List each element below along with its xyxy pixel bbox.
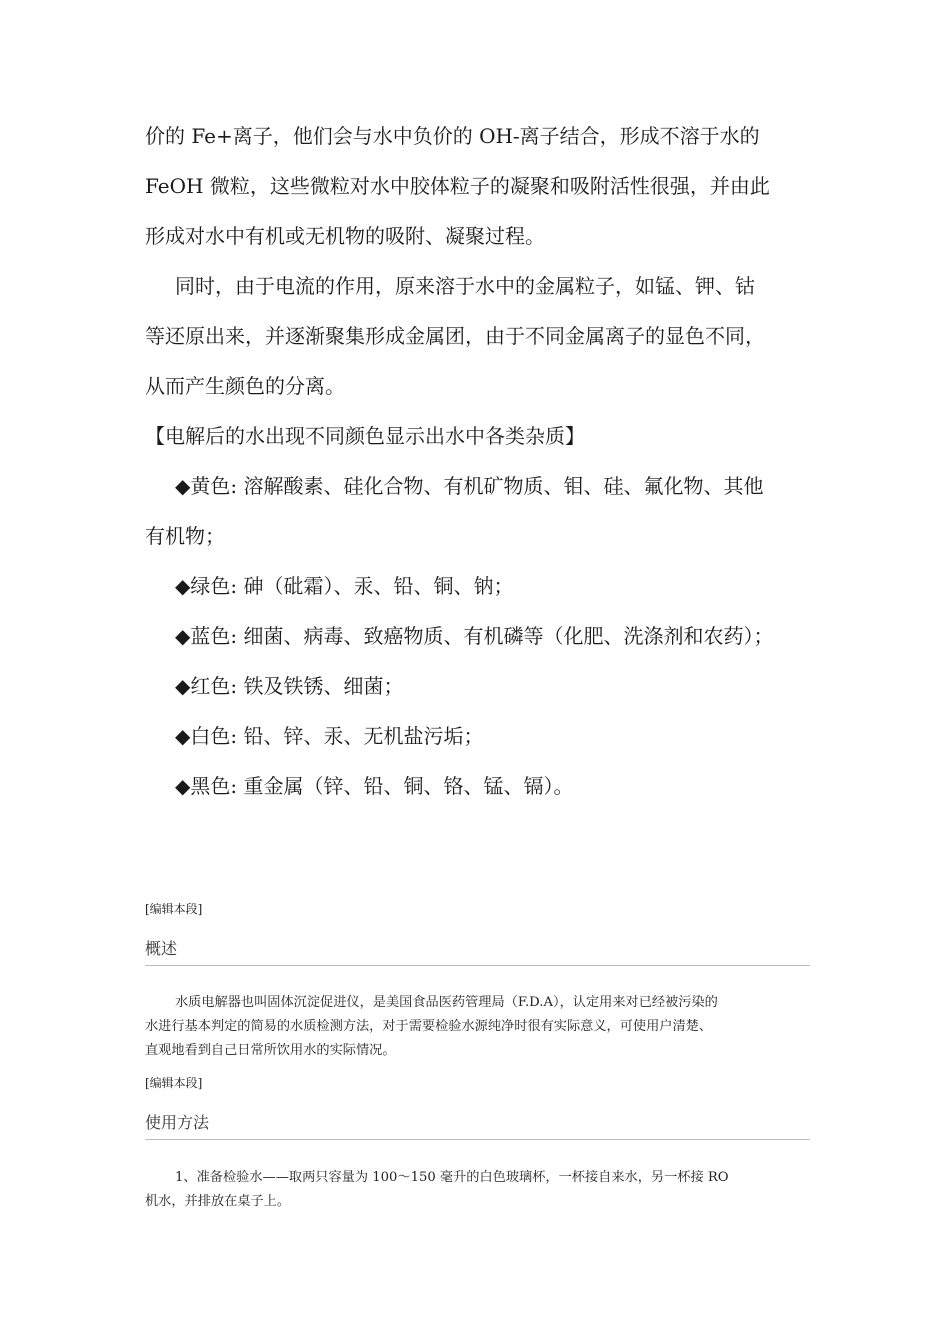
edit-section-link-2[interactable]: [编辑本段] [145, 1076, 203, 1090]
paragraph-2-line-3: 从而产生颜色的分离。 [145, 374, 345, 398]
overview-line-1 [145, 991, 810, 1015]
paragraph-2-line-2: 等还原出来，并逐渐聚集形成金属团，由于不同金属离子的显色不同， [145, 324, 765, 348]
blue-item: ◆蓝色: 细菌、病毒、致癌物质、有机磷等（化肥、洗涤剂和农药）； [175, 624, 774, 648]
overview-title: 概述 [145, 936, 810, 966]
overview-line-2: 水进行基本判定的简易的水质检测方法，对于需要检验水源纯净时很有实际意义，可使用户清楚、 [145, 1019, 713, 1034]
black-item: ◆黑色: 重金属（锌、铅、铜、铬、锰、镉）。 [175, 774, 574, 798]
edit-section-link[interactable]: [编辑本段] [145, 902, 203, 916]
overview-line-3: 直观地看到自己日常所饮用水的实际情况。 [145, 1043, 396, 1058]
usage-title: 使用方法 [145, 1110, 810, 1140]
paragraph-1-line-3: 形成对水中有机或无机物的吸附、凝聚过程。 [145, 224, 545, 248]
yellow-item-line-1: ◆黄色: 溶解酸素、硅化合物、有机矿物质、钼、硅、氟化物、其他 [175, 474, 764, 498]
overview-line-1-text: 水质电解器也叫固体沉淀促进仪，是美国食品医药管理局（F.D.A），认定用来对已经被污染的 [175, 995, 718, 1010]
yellow-item-line-2: 有机物； [145, 524, 225, 548]
paragraph-2-line-1: 同时，由于电流的作用，原来溶于水中的金属粒子，如锰、钾、钴 [175, 274, 755, 298]
usage-line-2: 机水，并排放在桌子上。 [145, 1194, 291, 1209]
white-item: ◆白色: 铅、锌、汞、无机盐污垢； [175, 724, 484, 748]
usage-line-1-text: 1、准备检验水——取两只容量为 100～150 毫升的白色玻璃杯，一杯接自来水，另一杯接 RO [175, 1170, 729, 1185]
paragraph-1-line-2: FeOH 微粒，这些微粒对水中胶体粒子的凝聚和吸附活性很强，并由此 [145, 174, 770, 198]
paragraph-1-line-1: 价的 Fe+离子，他们会与水中负价的 OH-离子结合，形成不溶于水的 [145, 124, 760, 148]
impurities-heading: 【电解后的水出现不同颜色显示出水中各类杂质】 [145, 424, 585, 448]
green-item: ◆绿色: 砷（砒霜）、汞、铅、铜、钠； [175, 574, 514, 598]
usage-line-1 [145, 1166, 810, 1190]
red-item: ◆红色: 铁及铁锈、细菌； [175, 674, 404, 698]
